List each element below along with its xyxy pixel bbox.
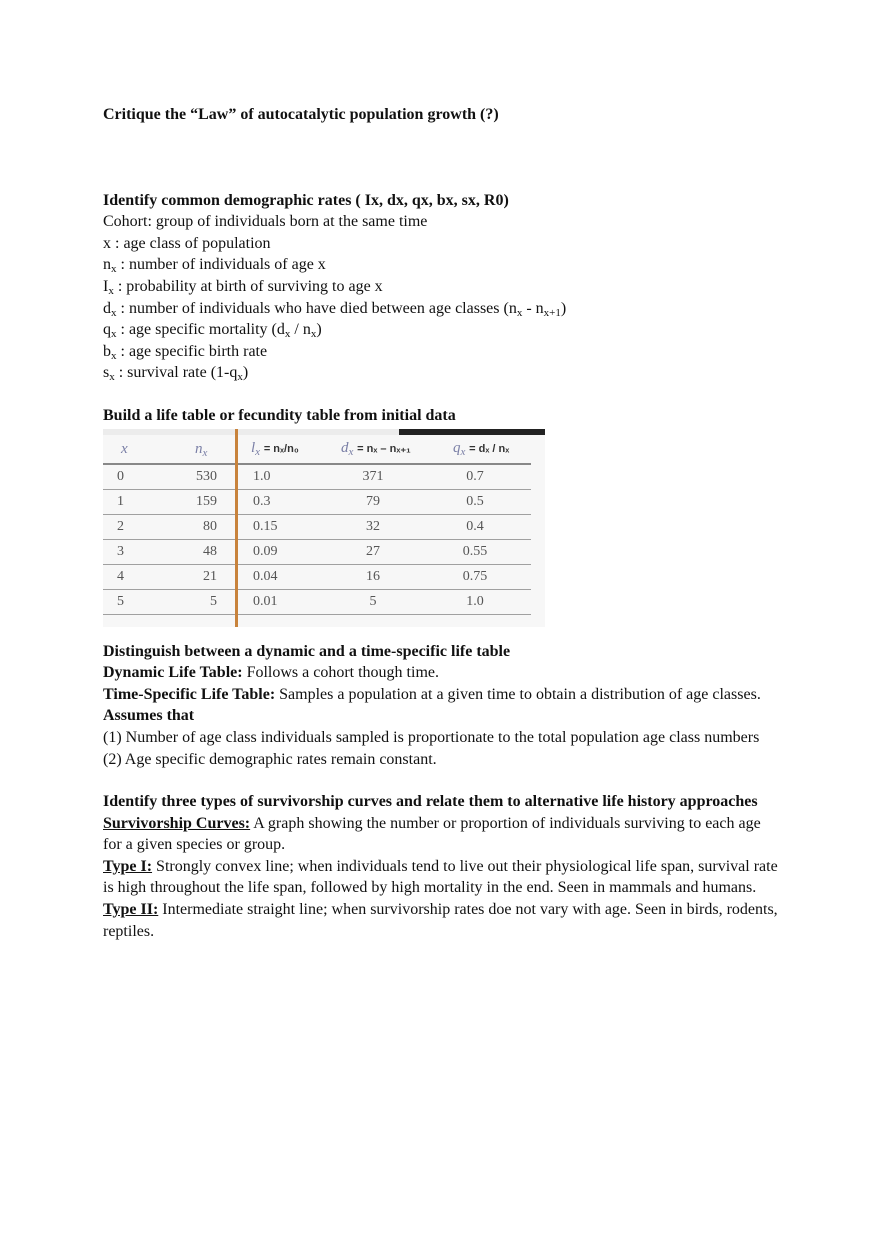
- cell-d: 32: [327, 514, 419, 539]
- cell-q: 0.5: [419, 489, 531, 514]
- cell-n: 5: [187, 589, 235, 614]
- life-table-image: [103, 429, 545, 627]
- life-table: [103, 437, 531, 615]
- cell-l: 0.3: [235, 489, 327, 514]
- definition-sx: $s_x$ : survival rate $(1-q_x)$: [103, 364, 249, 384]
- assumption-1: (1) Number of age class individuals sampled is proportionate to the total population age class numbers: [103, 728, 760, 746]
- cell-n: 48: [187, 539, 235, 564]
- table-row: [103, 589, 531, 614]
- cell-d: 371: [327, 464, 419, 490]
- cell-l: 1.0: [235, 464, 327, 490]
- cell-n: 80: [187, 514, 235, 539]
- cell-x: 2: [103, 514, 187, 539]
- table-row: [103, 464, 531, 490]
- definition-lx: $I_x$ : probability at birth of surviving to age x: [103, 277, 383, 297]
- cell-n: 530: [187, 464, 235, 490]
- cell-n: 21: [187, 564, 235, 589]
- table-row: [103, 539, 531, 564]
- cell-q: 0.4: [419, 514, 531, 539]
- dynamic-life-table-definition: Dynamic Life Table: Follows a cohort though time.: [103, 664, 439, 682]
- definition-x: x : age class of population: [103, 234, 271, 252]
- life-table-header-row: [103, 437, 531, 464]
- cell-l: 0.15: [235, 514, 327, 539]
- table-row: [103, 514, 531, 539]
- time-specific-life-table-definition: Time-Specific Life Table: Samples a population at a given time to obtain a distribution of age classes.: [103, 685, 761, 703]
- cell-l: 0.01: [235, 589, 327, 614]
- cell-x: 4: [103, 564, 187, 589]
- section-heading-survivorship: Identify three types of survivorship curves and relate them to alternative life history approaches: [103, 793, 758, 811]
- type-2-definition: Type II: Intermediate straight line; when survivorship rates doe not vary with age. Seen in birds, rodents, reptiles.: [103, 901, 778, 940]
- cell-d: 16: [327, 564, 419, 589]
- header-x: x: [103, 437, 187, 464]
- assumes-heading: Assumes that: [103, 707, 195, 725]
- document-page: [103, 104, 783, 942]
- cell-x: 1: [103, 489, 187, 514]
- definition-bx: $b_x$ : age specific birth rate: [103, 342, 268, 362]
- survivorship-section: [103, 791, 783, 942]
- demographic-rates-section: [103, 190, 783, 384]
- header-nx: $n_x$: [187, 437, 235, 464]
- header-dx: $d_x = n_x - n_{x+1}$: [327, 437, 419, 464]
- life-table-section: [103, 405, 783, 627]
- definition-nx: $n_x$ : number of individuals of age x: [103, 256, 326, 276]
- definition-dx: $d_x$ : number of individuals who have died between age classes $(n_x - n_{x+1})$: [103, 299, 567, 319]
- table-row: [103, 564, 531, 589]
- cell-x: 5: [103, 589, 187, 614]
- survivorship-curves-definition: Survivorship Curves: A graph showing the number or proportion of individuals surviving to each age for a given species or group.: [103, 814, 761, 854]
- cell-x: 3: [103, 539, 187, 564]
- cell-d: 5: [327, 589, 419, 614]
- header-lx: $l_x = n_x/n_0$: [235, 437, 327, 464]
- cell-n: 159: [187, 489, 235, 514]
- distinguish-section: [103, 641, 783, 771]
- cell-x: 0: [103, 464, 187, 490]
- cell-q: 0.7: [419, 464, 531, 490]
- cell-d: 79: [327, 489, 419, 514]
- definition-qx: $q_x$ : age specific mortality $(d_x / n_x)$: [103, 321, 322, 341]
- assumption-2: (2) Age specific demographic rates remain constant.: [103, 750, 437, 768]
- page-title: Critique the “Law” of autocatalytic population growth (?): [103, 106, 499, 123]
- cell-q: 1.0: [419, 589, 531, 614]
- section-heading-life-table: Build a life table or fecundity table from initial data: [103, 406, 456, 424]
- cell-l: 0.09: [235, 539, 327, 564]
- table-row: [103, 489, 531, 514]
- table-divider-line: [235, 429, 238, 627]
- definition-cohort: Cohort: group of individuals born at the same time: [103, 213, 428, 231]
- section-heading-rates: Identify common demographic rates ( Ix, dx, qx, bx, sx, R0): [103, 191, 509, 209]
- cell-q: 0.75: [419, 564, 531, 589]
- cell-d: 27: [327, 539, 419, 564]
- section-heading-distinguish: Distinguish between a dynamic and a time-specific life table: [103, 642, 511, 660]
- cell-l: 0.04: [235, 564, 327, 589]
- cell-q: 0.55: [419, 539, 531, 564]
- header-qx: $q_x = d_x / n_x$: [419, 437, 531, 464]
- type-1-definition: Type I: Strongly convex line; when individuals tend to live out their physiological life span, survival rate is high throughout the life span, followed by high mortality in the end. Seen in mammals and humans.: [103, 857, 778, 897]
